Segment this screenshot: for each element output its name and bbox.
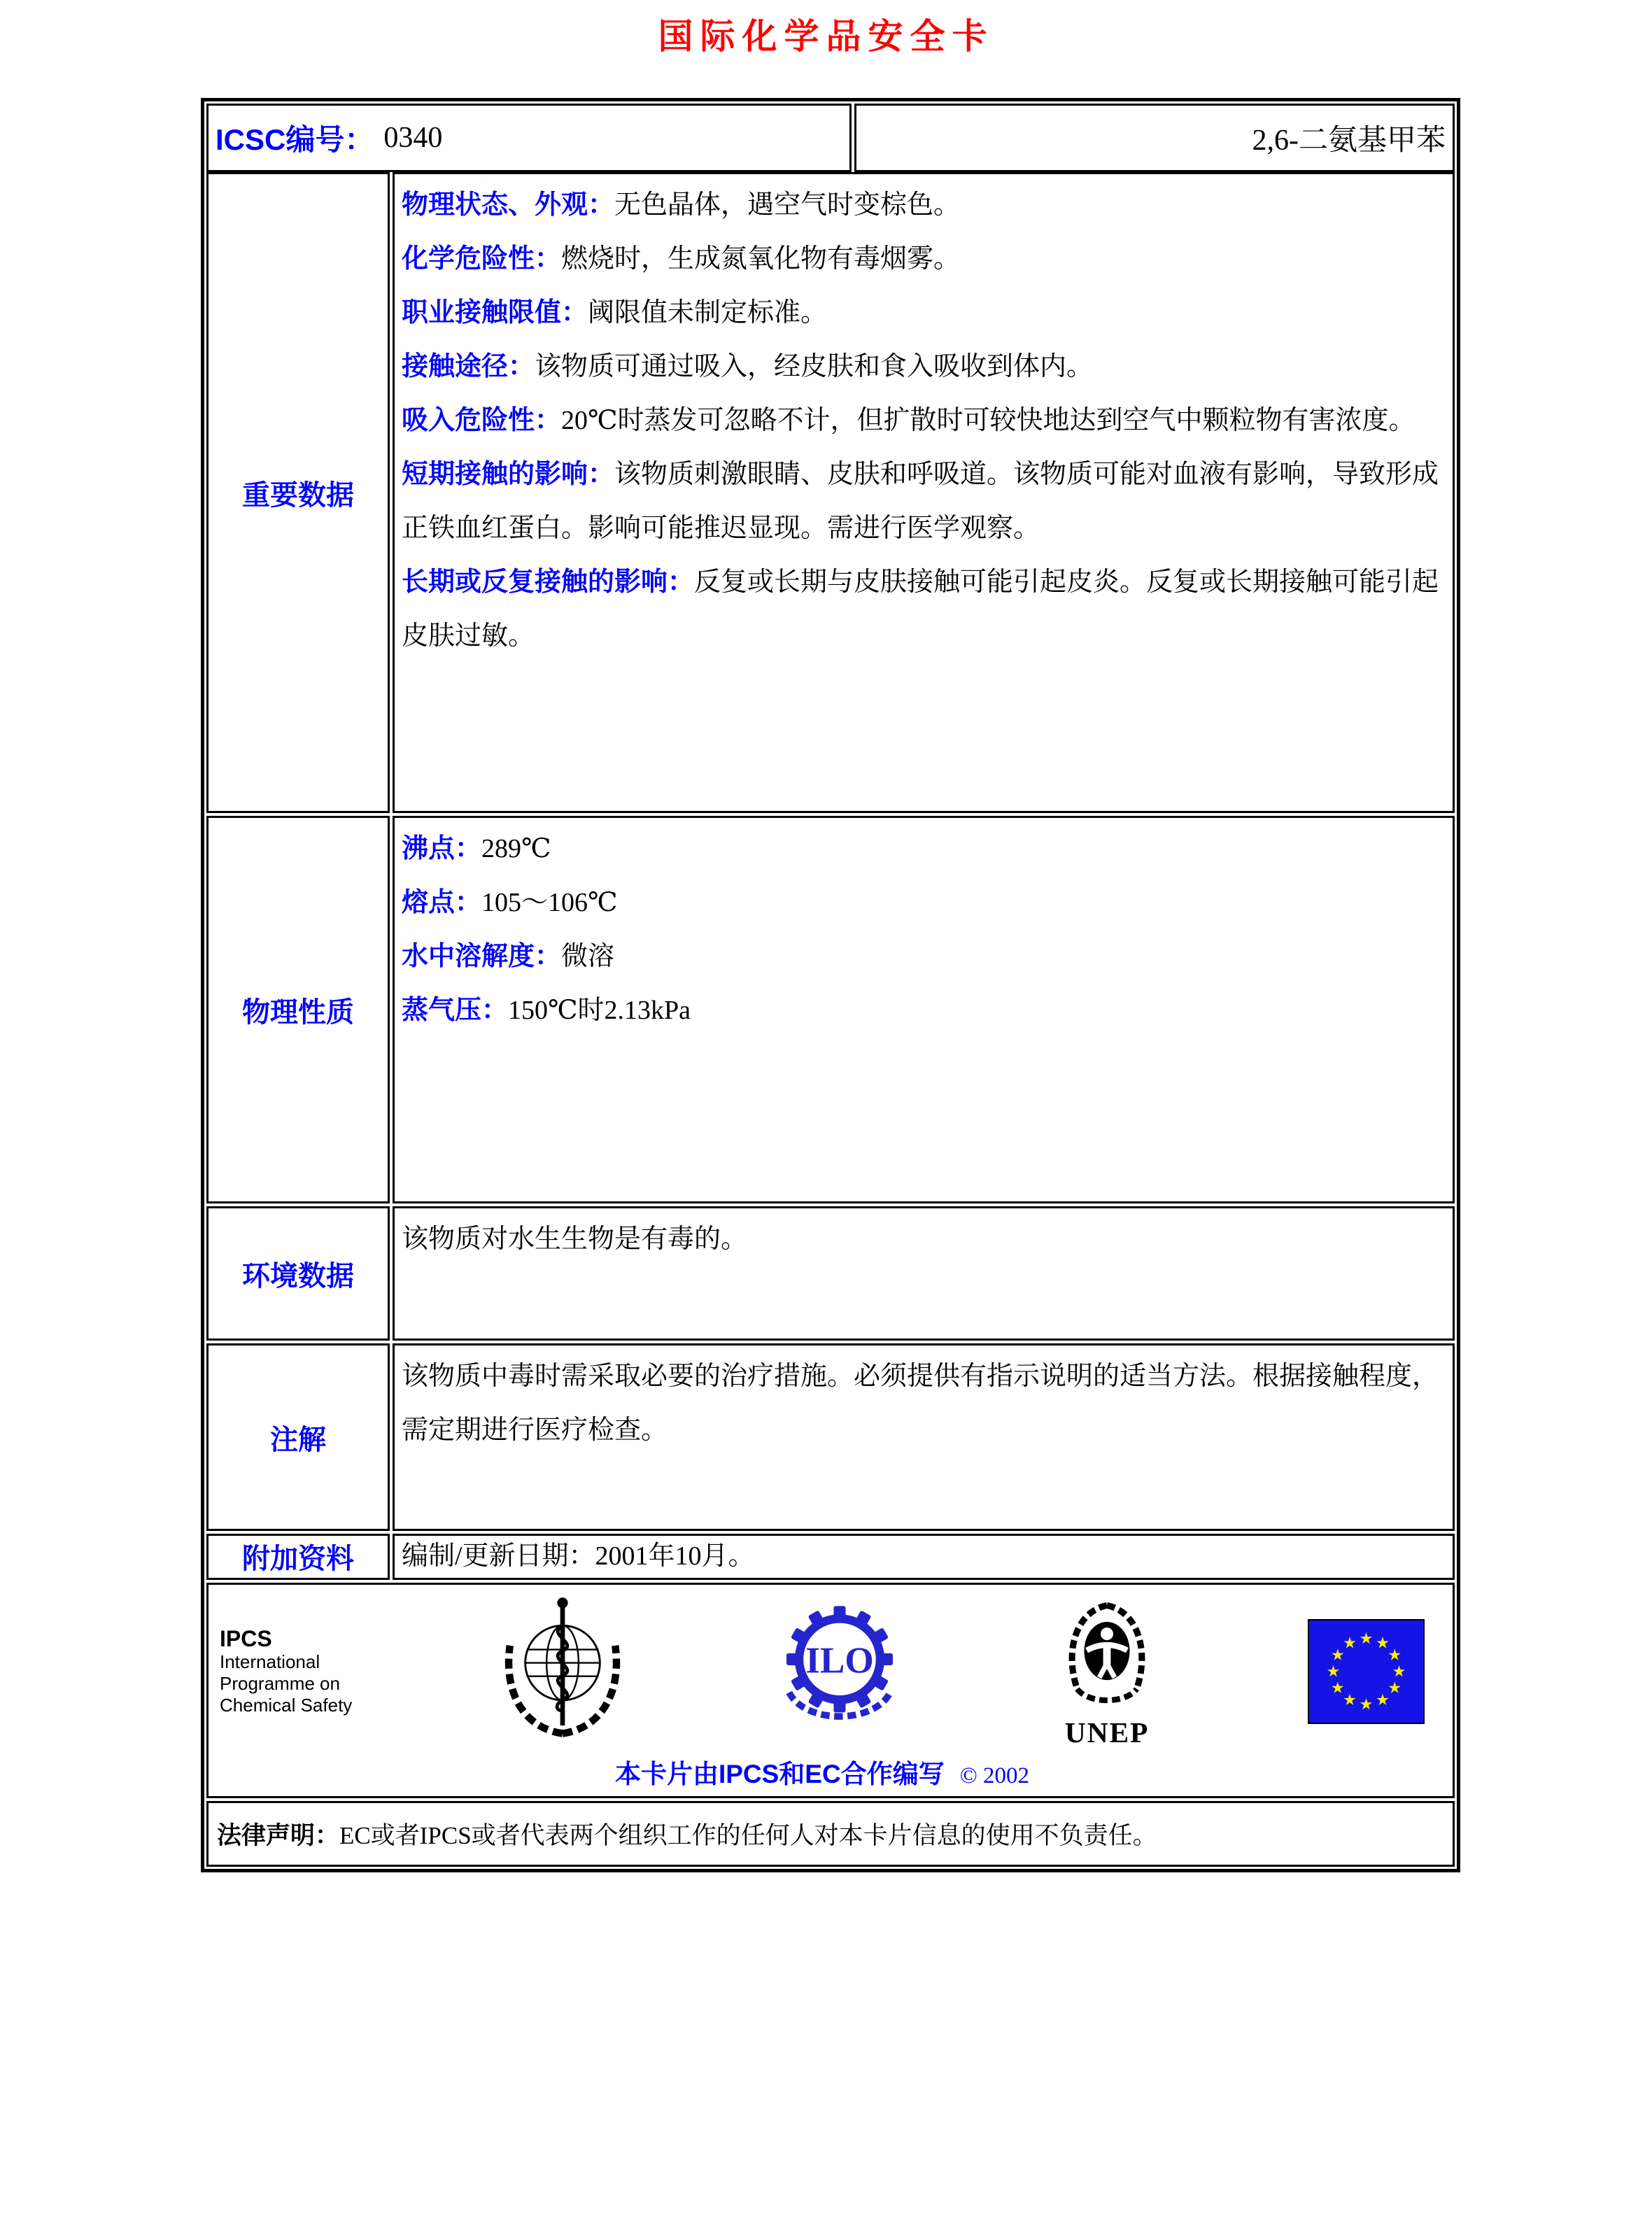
item-value: 289℃ [481, 834, 551, 863]
section-item [402, 394, 1441, 448]
item-value: 阈限值未制定标准。 [588, 298, 828, 327]
section-item [402, 448, 1441, 556]
section-item [402, 1350, 1441, 1457]
item-key: 接触途径： [402, 352, 535, 381]
item-key: 蒸气压： [402, 996, 509, 1025]
unep-letters: UNEP [1064, 1716, 1150, 1747]
icsc-number-value: 0340 [383, 122, 443, 154]
who-logo-icon [493, 1593, 633, 1750]
section-item [402, 984, 1441, 1038]
sections-host [206, 172, 1455, 1580]
section-item [402, 1540, 755, 1574]
item-value: 150℃时2.13kPa [508, 996, 691, 1025]
item-value: 20℃时蒸发可忽略不计，但扩散时可较快地达到空气中颗粒物有害浓度。 [561, 406, 1416, 435]
section-item [402, 556, 1441, 663]
ipcs-text-block [220, 1626, 352, 1716]
chemical-name: 2,6-二氨基甲苯 [1252, 125, 1446, 157]
section-item [402, 340, 1441, 394]
item-value: 编制/更新日期：2001年10月。 [402, 1541, 755, 1571]
item-key: 长期或反复接触的影响： [402, 567, 695, 597]
legal-row [206, 1801, 1455, 1867]
icsc-number-label: ICSC编号： [216, 123, 374, 156]
chemical-name-cell [854, 104, 1455, 172]
section-row [206, 172, 1455, 813]
header-row [206, 104, 1455, 172]
section-label: 物理性质 [206, 816, 390, 1203]
section-item [402, 1213, 1441, 1266]
section-content [393, 816, 1455, 1203]
section-row [206, 1206, 1455, 1341]
item-value: 无色晶体，遇空气时变棕色。 [614, 190, 961, 220]
section-item [402, 286, 1441, 340]
section-content [393, 172, 1455, 813]
section-item [402, 232, 1441, 286]
cooperation-caption: 本卡片由IPCS和EC合作编写 [614, 1759, 945, 1788]
section-content [393, 1534, 1455, 1580]
item-key: 物理状态、外观： [402, 190, 615, 220]
item-key: 职业接触限值： [402, 298, 588, 327]
eu-flag-icon [1308, 1619, 1425, 1724]
ipcs-line-3: Chemical Safety [220, 1695, 353, 1716]
item-value: 105～106℃ [481, 888, 618, 917]
item-value: 该物质刺激眼睛、皮肤和呼吸道。该物质可能对血液有影响，导致形成正铁血红蛋白。影响可能推迟显现。需进行医学观察。 [402, 460, 1439, 543]
ipcs-acronym: IPCS [220, 1626, 272, 1651]
legal-cell [206, 1801, 1455, 1867]
ipcs-line-2: Programme on [220, 1673, 340, 1694]
section-label: 环境数据 [206, 1206, 390, 1341]
section-label: 注解 [206, 1343, 390, 1531]
logos-row [206, 1583, 1455, 1798]
ilo-letters: ILO [805, 1639, 874, 1681]
unep-logo-icon [1047, 1595, 1167, 1747]
item-value: 燃烧时，生成氮氧化物有毒烟雾。 [561, 244, 961, 274]
section-label: 重要数据 [206, 172, 390, 813]
section-item [402, 178, 1441, 232]
item-key: 熔点： [402, 888, 482, 917]
item-key: 水中溶解度： [402, 942, 562, 971]
ipcs-line-1: International [220, 1651, 320, 1672]
icsc-number-cell [206, 104, 852, 172]
section-row [206, 816, 1455, 1203]
item-key: 化学危险性： [402, 244, 562, 274]
item-key: 短期接触的影响： [402, 460, 615, 489]
section-row [206, 1343, 1455, 1531]
item-key: 吸入危险性： [402, 406, 562, 435]
section-content [393, 1343, 1455, 1531]
ilo-logo-icon [773, 1598, 906, 1744]
item-value: 该物质中毒时需采取必要的治疗措施。必须提供有指示说明的适当方法。根据接触程度，需定期进行医疗检查。 [402, 1362, 1439, 1445]
section-item [402, 876, 1441, 930]
section-content [393, 1206, 1455, 1341]
section-row [206, 1534, 1455, 1580]
copyright-text: © 2002 [959, 1763, 1030, 1788]
caption-line [220, 1753, 1425, 1790]
icsc-card-table [201, 98, 1460, 1872]
item-key: 沸点： [402, 834, 482, 863]
item-value: 微溶 [561, 942, 615, 971]
page-title: 国际化学品安全卡 [658, 17, 994, 56]
section-item [402, 930, 1441, 984]
item-value: 该物质可通过吸入，经皮肤和食入吸收到体内。 [535, 352, 1094, 381]
item-value: 反复或长期与皮肤接触可能引起皮炎。反复或长期接触可能引起皮肤过敏。 [402, 567, 1439, 651]
section-item [402, 822, 1441, 876]
legal-notice-text: EC或者IPCS或者代表两个组织工作的任何人对本卡片信息的使用不负责任。 [339, 1821, 1157, 1849]
item-value: 该物质对水生生物是有毒的。 [402, 1224, 748, 1254]
legal-notice-label: 法律声明： [217, 1821, 340, 1849]
logos-cell [206, 1583, 1455, 1798]
logos-strip [220, 1593, 1425, 1750]
section-label: 附加资料 [206, 1534, 390, 1580]
